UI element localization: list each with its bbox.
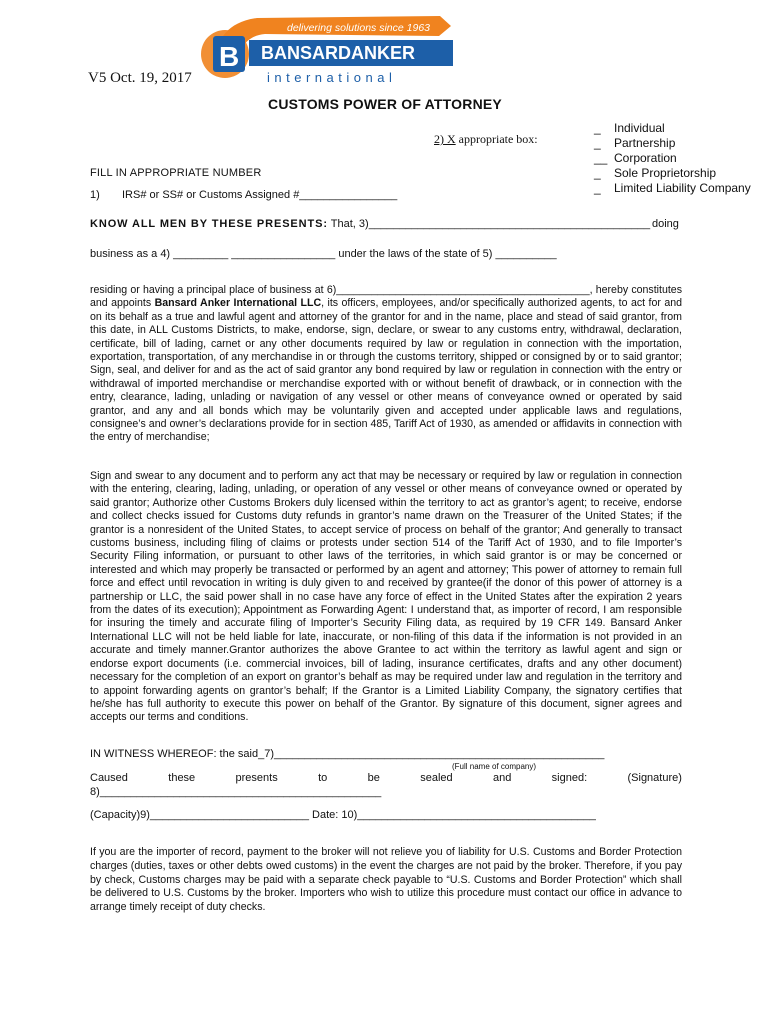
checkbox-mark: _	[594, 136, 601, 150]
checkbox-mark: _	[594, 181, 601, 195]
irs-number-field[interactable]: 1) IRS# or SS# or Customs Assigned #________________	[90, 189, 398, 201]
witness-company-field[interactable]: IN WITNESS WHEREOF: the said_7)______________________________________________________	[90, 748, 605, 760]
checkbox-mark: _	[594, 121, 601, 135]
full-name-caption: (Full name of company)	[452, 762, 537, 771]
entity-option-partnership[interactable]: _ Partnership	[594, 136, 676, 150]
doing-label: doing	[652, 218, 679, 230]
authorization-paragraph: residing or having a principal place of business at 6)___________________________________________, hereby constitutes and appoints Bansard Anker International LLC, its officers, employees, and/or specifically authorized agents, to act for and on its behalf as a true and lawful agent and attorney of the grantor for and in the name, place and stead of said grantor, from this date, in ALL Customs Districts, to make, endorse, sign, declare, or swear to any customs entry, withdrawal, declaration, certificate, bill of lading, carnet or any other documents required by law or regulation in connection with the importation, exportation, transportation, of any merchandise in or through the customs territory, shipped or consigned by or to said grantor; Sign, seal, and deliver for and as the act of said grantor any bond required by law or regulation in connection with the entry or withdrawal of imported merchandise or merchandise exported with or without benefit of drawback, or in connection with the entry, clearance, lading, unlading or navigation of any vessel or other means of conveyance owned or operated by said grantor, and any and all bonds which may be voluntarily given and accepted under applicable laws and regulations, consignee’s and owner’s declarations provide for in section 485, Tariff Act of 1930, as amended or affidavits in connection with the entry of merchandise;	[90, 284, 682, 444]
logo-sub: international	[267, 70, 397, 85]
capacity-date-field[interactable]: (Capacity)9)__________________________ Date: 10)_______________________________________	[90, 809, 596, 821]
entity-type-list	[594, 121, 751, 196]
entity-option-corporation[interactable]: __ Corporation	[594, 151, 677, 165]
fill-in-heading: FILL IN APPROPRIATE NUMBER	[90, 167, 262, 179]
signature-field[interactable]: 8)______________________________________________	[90, 786, 382, 798]
checkbox-mark: __	[594, 151, 608, 165]
entity-option-llc[interactable]: _ Limited Liability Company	[594, 181, 751, 195]
svg-text:B: B	[219, 41, 240, 72]
caused-line: Caused these presents to be sealed and signed: (Signature)	[90, 772, 682, 784]
document-title: CUSTOMS POWER OF ATTORNEY	[268, 96, 502, 112]
logo-tagline: delivering solutions since 1963	[287, 22, 431, 34]
entity-option-sole-proprietorship[interactable]: _ Sole Proprietorship	[594, 166, 717, 180]
business-as-field[interactable]: business as a 4) _________ _________________ under the laws of the state of 5) __________	[90, 248, 557, 260]
logo-graphic	[195, 6, 455, 88]
checkbox-mark: _	[594, 166, 601, 180]
grantor-name-field[interactable]: KNOW ALL MEN BY THESE PRESENTS: That, 3)______________________________________________	[90, 218, 651, 230]
entity-option-individual[interactable]: _ Individual	[594, 121, 665, 135]
version-date: V5 Oct. 19, 2017	[88, 70, 192, 86]
company-logo	[195, 6, 455, 88]
importer-notice: If you are the importer of record, payment to the broker will not relieve you of liability for U.S. Customs and Border Protection charges (duties, taxes or other debts owed customs) in the event the charges are not paid by the broker. Therefore, if you pay by check, Customs charges may be paid with a separate check payable to “U.S. Customs and Border Protection” which shall be delivered to U.S. Customs by the broker. Importers who wish to utilize this procedure must contact our office in advance to arrange timely receipt of duty checks.	[90, 846, 682, 914]
logo-name: BANSARDANKER	[261, 43, 416, 63]
powers-paragraph: Sign and swear to any document and to perform any act that may be necessary or required by law or regulation in connection with the entering, clearing, lading, unlading, or operation of any vessel or other means of conveyance owned or operated by said grantor; Authorize other Customs Brokers duly licensed within the territory to act as grantor’s agent; to receive, endorse and collect checks issued for Customs duty refunds in grantor’s name drawn on the Treasurer of the United States; if the grantor is a nonresident of the United States, to accept service of process on behalf of the grantor; And generally to transact customs business, including filing of claims or protests under section 514 of the Tariff Act of 1930, and to file Importer’s Security Filing information, or pursuant to other laws of the territories, in which said grantor is or may be concerned or interested and which may properly be transacted or performed by an agent and attorney; This power of attorney to remain full force and effect until revocation in writing is duly given to and received by grantee(if the donor of this power of attorney is a partnership or LLC, the said power shall in no case have any force of effect in the United States after the expiration 2 years from the dates of its execution); Appointment as Forwarding Agent: I understand that, as importer of record, I am responsible for insuring the timely and accurate filing of Importer’s Security Filing data, as required by 19 CFR 149. Bansard Anker International LLC will not be held liable for late, inaccurate, or non-filing of this data if the information is not provided in an accurate and timely manner.Grantor authorizes the above Grantee to act within the territory as lawful agent and sign or endorse export documents (i.e. commercial invoices, bill of lading, insurance certificates, drafts and any other document) necessary for the completion of an export on grantor’s behalf as may be required under law and regulation in the territory and to appoint forwarding agents on grantor’s behalf; If the Grantor is a Limited Liability Company, the signatory certifies that he/she has full authority to execute this power on behalf of the Grantor. By signature of this document, signer agrees and accepts our terms and conditions.	[90, 470, 682, 724]
entity-instruction: 2) X appropriate box:	[434, 132, 538, 146]
